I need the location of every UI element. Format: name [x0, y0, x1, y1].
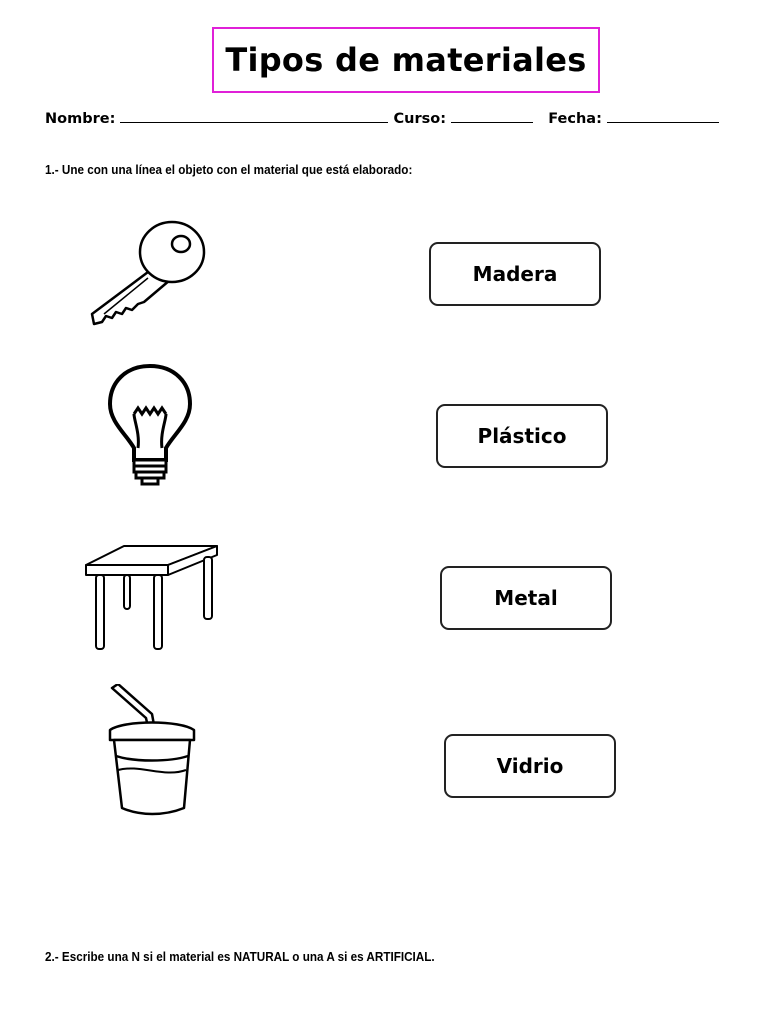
curso-label: Curso:: [393, 111, 447, 127]
table-icon: [84, 543, 220, 653]
curso-blank[interactable]: [451, 108, 533, 123]
nombre-blank[interactable]: [120, 108, 388, 123]
student-info-line: [45, 108, 735, 127]
material-box-madera[interactable]: Madera: [429, 242, 601, 306]
page-title: Tipos de materiales: [225, 41, 587, 79]
cup-with-straw-icon: [104, 684, 200, 818]
fecha-blank[interactable]: [607, 108, 719, 123]
nombre-label: Nombre:: [45, 111, 116, 127]
question-2: 2.- Escribe una N si el material es NATURAL o una A si es ARTIFICIAL.: [45, 949, 435, 964]
key-icon: [86, 218, 210, 330]
fecha-label: Fecha:: [548, 111, 602, 127]
material-box-metal[interactable]: Metal: [440, 566, 612, 630]
light-bulb-icon: [104, 362, 196, 488]
title-box: [212, 27, 600, 93]
material-box-vidrio[interactable]: Vidrio: [444, 734, 616, 798]
question-1: 1.- Une con una línea el objeto con el material que está elaborado:: [45, 162, 413, 177]
material-box-plastico[interactable]: Plástico: [436, 404, 608, 468]
